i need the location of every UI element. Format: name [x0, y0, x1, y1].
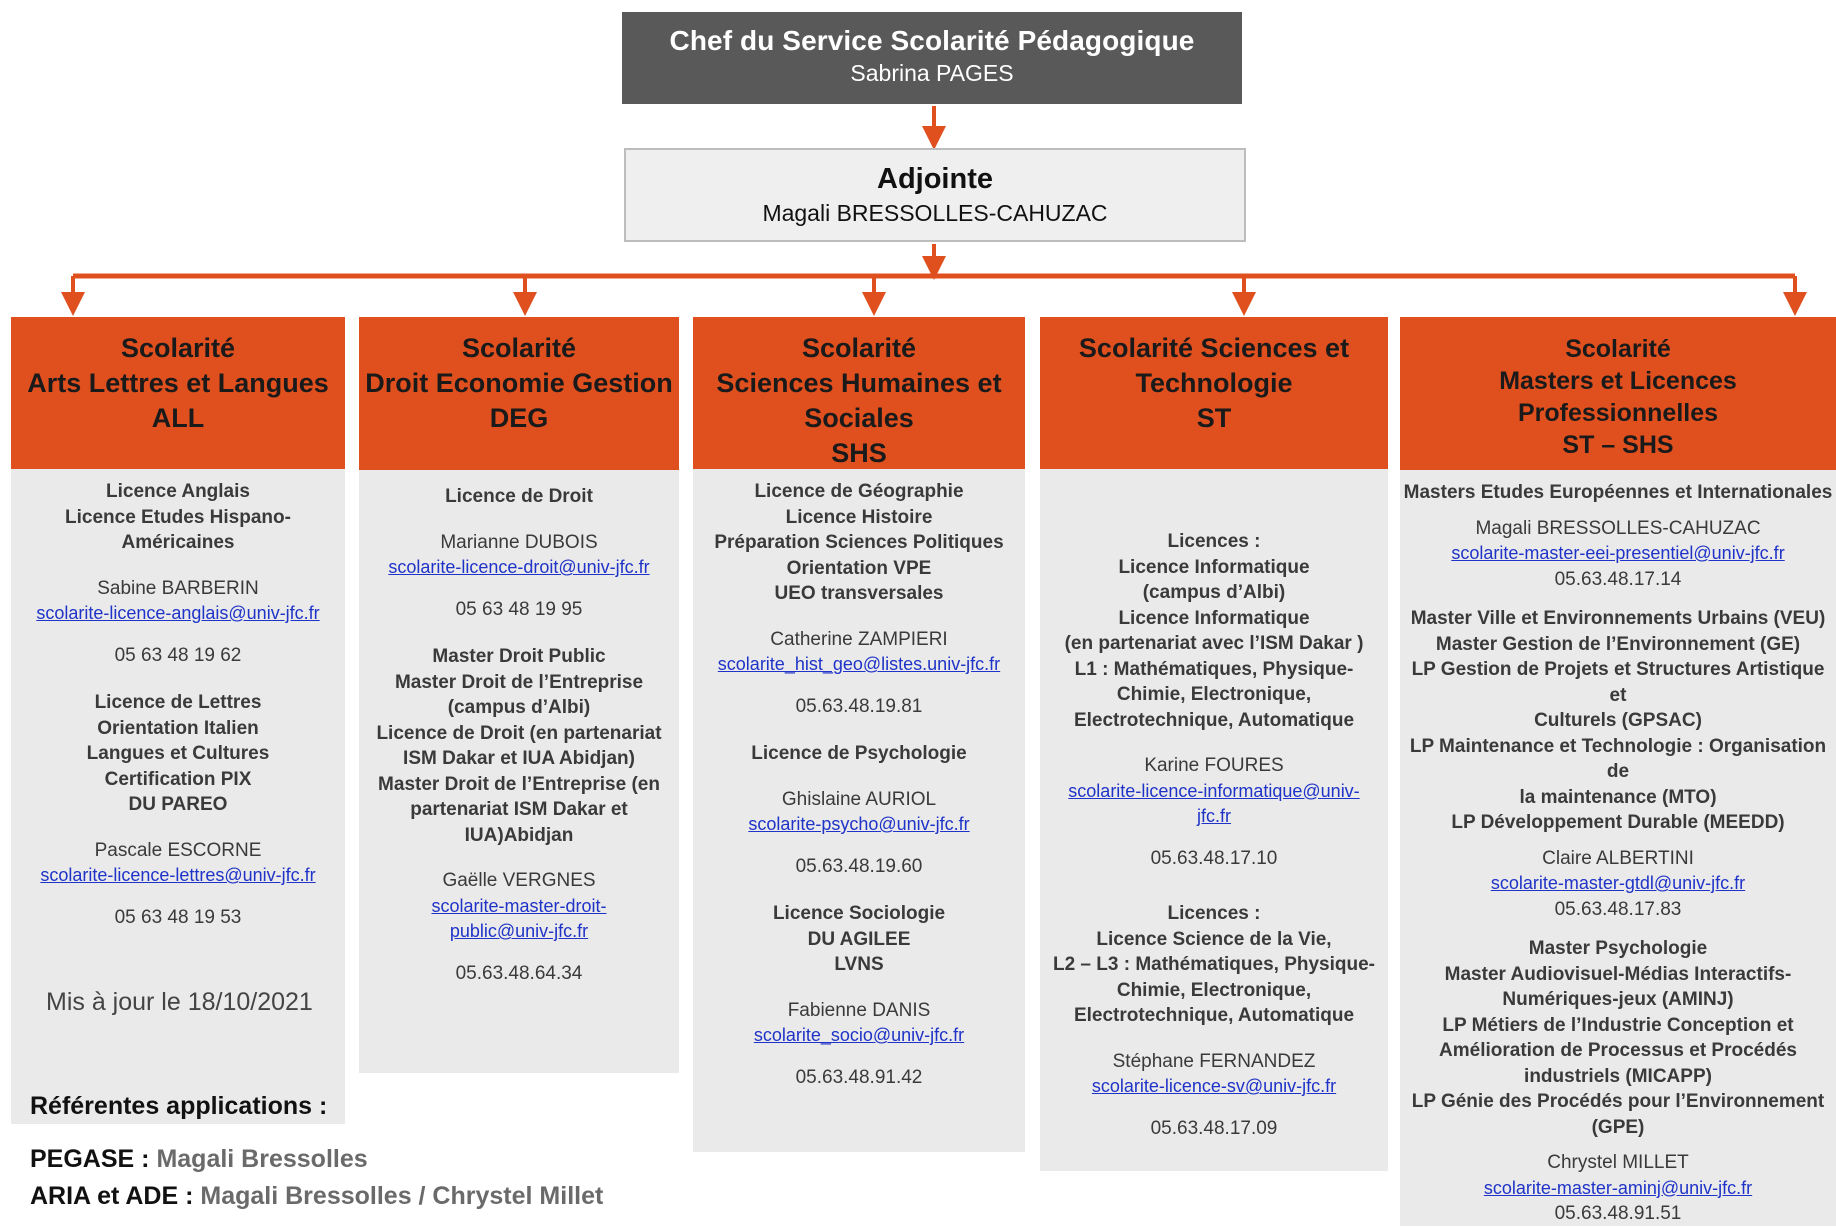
program-name: Licence Science de la Vie, — [1096, 928, 1332, 950]
contact-name: Sabine BARBERIN — [97, 577, 259, 599]
program-name: Licence de Droit — [445, 486, 593, 507]
column-title-line: Droit Economie Gestion — [365, 368, 673, 398]
program-block — [17, 690, 339, 930]
contact-email-link[interactable]: scolarite-licence-droit@univ-jfc.fr — [388, 557, 650, 577]
program-name: Licence Informatique — [1118, 607, 1310, 629]
program-name: Orientation VPE — [786, 557, 932, 579]
contact-email-link[interactable]: scolarite_hist_geo@listes.univ-jfc.fr — [717, 654, 1001, 674]
contact-phone: 05.63.48.17.83 — [1554, 898, 1682, 920]
program-name: (en partenariat avec l’ISM Dakar ) — [1064, 633, 1364, 654]
program-name: Master Gestion de l’Environnement (GE) — [1435, 633, 1801, 655]
contact-email-link[interactable]: scolarite-licence-sv@univ-jfc.fr — [1091, 1076, 1337, 1096]
column-title-line: Scolarité — [461, 333, 577, 363]
contact-email-link[interactable]: scolarite-licence-informatique@univ- — [1068, 780, 1360, 801]
contact-email-link[interactable]: scolarite-master-eei-presentiel@univ-jfc.fr — [1451, 543, 1785, 563]
program-name: LP Développement Durable (MEEDD) — [1451, 812, 1785, 833]
contact-phone: 05.63.48.17.09 — [1150, 1117, 1278, 1139]
program-name: Langues et Cultures — [86, 743, 270, 764]
column-title-line: SHS — [831, 438, 887, 468]
program-name: Licence Anglais — [106, 481, 250, 502]
program-name: Chimie, Electronique, — [1116, 979, 1312, 1001]
contact-email-link[interactable]: scolarite-licence-lettres@univ-jfc.fr — [40, 865, 316, 885]
column-title-line: Masters et Licences Professionnelles — [1499, 367, 1737, 427]
referents-title: Référentes applications : — [30, 1092, 328, 1120]
column-body — [1040, 469, 1388, 1171]
contact-phone: 05.63.48.91.51 — [1554, 1203, 1682, 1224]
program-name: Master Psychologie — [1528, 938, 1708, 959]
program-name: Licence de Droit (en partenariat — [376, 722, 662, 744]
contact-email-link[interactable]: scolarite-psycho@univ-jfc.fr — [748, 814, 970, 834]
program-name: Chimie, Electronique, — [1116, 684, 1312, 705]
program-name: partenariat ISM Dakar et — [410, 799, 628, 820]
program-name: (campus d’Albi) — [447, 697, 591, 718]
program-name: industriels (MICAPP) — [1524, 1065, 1712, 1087]
column-title-line: Arts Lettres et Langues — [27, 368, 329, 398]
program-name: IUA)Abidjan — [464, 824, 574, 846]
program-block — [1046, 901, 1382, 1141]
contact-phone: 05.63.48.19.60 — [795, 855, 923, 877]
contact-name: Pascale ESCORNE — [94, 839, 262, 861]
program-name: Masters Etudes Européennes et Internationales — [1403, 482, 1833, 503]
contact-phone: 05 63 48 19 62 — [114, 644, 242, 666]
program-name: Licence Informatique — [1118, 556, 1310, 578]
program-name: Américaines — [121, 532, 235, 553]
contact-name: Gaëlle VERGNES — [442, 870, 596, 891]
program-name: UEO transversales — [774, 583, 944, 604]
column-title-line: Scolarité — [801, 333, 917, 363]
program-name: Culturels (GPSAC) — [1534, 710, 1702, 731]
program-block — [365, 644, 673, 986]
program-name: Master Droit Public — [432, 646, 606, 667]
program-name: la maintenance (MTO) — [1519, 786, 1717, 808]
column-body — [11, 469, 345, 1124]
program-name: Préparation Sciences Politiques — [714, 532, 1004, 553]
contact-phone: 05.63.48.19.81 — [795, 695, 923, 717]
program-name: Licence Etudes Hispano- — [65, 506, 291, 528]
program-name: Licence de Géographie — [754, 481, 964, 502]
column-shs — [693, 317, 1025, 1152]
column-title-line: Sciences Humaines et — [716, 368, 1002, 398]
column-body — [359, 470, 679, 1073]
program-name: LP Maintenance et Technologie : Organisation de — [1409, 735, 1827, 782]
column-title-line: ST – SHS — [1562, 431, 1674, 459]
program-name: Electrotechnique, Automatique — [1073, 1005, 1355, 1026]
contact-phone: 05.63.48.17.14 — [1554, 568, 1682, 590]
program-block — [699, 479, 1019, 719]
program-name: (campus d’Albi) — [1142, 582, 1286, 603]
referent-who: Magali Bressolles — [156, 1145, 368, 1173]
program-name: Licence de Psychologie — [751, 743, 967, 764]
program-block — [699, 741, 1019, 879]
program-name: Master Ville et Environnements Urbains (VEU) — [1410, 608, 1826, 629]
contact-name: Fabienne DANIS — [787, 999, 931, 1021]
program-block — [1046, 529, 1382, 871]
program-name: LVNS — [834, 954, 884, 975]
program-name: (GPE) — [1591, 1116, 1645, 1138]
contact-email-link[interactable]: scolarite-master-droit- — [431, 895, 607, 916]
program-name: L1 : Mathématiques, Physique- — [1074, 658, 1354, 680]
contact-name: Claire ALBERTINI — [1542, 847, 1694, 869]
program-name: Electrotechnique, Automatique — [1073, 709, 1355, 731]
contact-name: Karine FOURES — [1144, 755, 1284, 776]
referent-app: ARIA et ADE : — [30, 1182, 194, 1210]
column-header — [359, 317, 679, 470]
program-name: Orientation Italien — [97, 717, 259, 739]
program-name: DU PAREO — [128, 794, 228, 815]
program-name: Licences : — [1167, 531, 1261, 552]
program-name: Master Audiovisuel-Médias Interactifs- — [1444, 963, 1792, 985]
adjointe-title: Adjointe — [877, 163, 993, 195]
program-block — [1402, 936, 1834, 1227]
contact-email-link[interactable]: public@univ-jfc.fr — [449, 921, 589, 941]
column-title-line: ALL — [151, 403, 205, 433]
column-title-line: Scolarité Sciences et — [1078, 333, 1350, 363]
program-name: LP Génie des Procédés pour l’Environnement — [1411, 1091, 1825, 1112]
column-title-line: Technologie — [1135, 368, 1293, 398]
column-header — [1040, 317, 1388, 469]
adjointe-name: Magali BRESSOLLES-CAHUZAC — [762, 200, 1108, 226]
column-deg — [359, 317, 679, 1073]
column-title-line: Scolarité — [120, 333, 236, 363]
column-header — [11, 317, 345, 469]
column-header — [1400, 317, 1836, 470]
contact-email-link[interactable]: jfc.fr — [1197, 806, 1231, 826]
referent-aria-ade — [30, 1182, 603, 1211]
column-body — [1400, 470, 1836, 1226]
program-block — [1402, 606, 1834, 922]
contact-phone: 05 63 48 19 95 — [455, 598, 583, 620]
column-title-line: ST — [1196, 403, 1232, 433]
column-title-line: Scolarité — [1565, 335, 1671, 363]
contact-email-link[interactable]: scolarite-master-aminj@univ-jfc.fr — [1483, 1177, 1753, 1198]
program-name: Licence Histoire — [785, 506, 933, 528]
contact-phone: 05.63.48.91.42 — [795, 1066, 923, 1088]
column-title-line: Sociales — [804, 403, 914, 433]
program-name: DU AGILEE — [807, 928, 911, 950]
program-name: ISM Dakar et IUA Abidjan) — [403, 748, 635, 769]
referent-pegase — [30, 1145, 368, 1174]
contact-name: Catherine ZAMPIERI — [770, 628, 948, 650]
program-block — [365, 484, 673, 622]
contact-email-link[interactable]: scolarite-licence-anglais@univ-jfc.fr — [36, 603, 320, 623]
program-name: Licences : — [1167, 903, 1261, 924]
column-st — [1040, 317, 1388, 1171]
column-body — [693, 469, 1025, 1152]
program-block — [699, 901, 1019, 1090]
contact-email-link[interactable]: scolarite-master-gtdl@univ-jfc.fr — [1490, 873, 1746, 893]
program-name: LP Gestion de Projets et Structures Artistique et — [1411, 659, 1825, 706]
program-block — [1402, 480, 1834, 592]
program-name: LP Métiers de l’Industrie Conception et — [1442, 1014, 1794, 1036]
contact-phone: 05 63 48 19 53 — [114, 906, 242, 928]
contact-name: Chrystel MILLET — [1547, 1152, 1689, 1173]
contact-name: Magali BRESSOLLES-CAHUZAC — [1475, 517, 1761, 539]
column-header — [693, 317, 1025, 469]
referent-who: Magali Bressolles / Chrystel Millet — [200, 1182, 604, 1210]
column-masters — [1400, 317, 1836, 1226]
program-name: Licence Sociologie — [772, 903, 946, 924]
program-block — [17, 479, 339, 668]
column-title-line: DEG — [489, 403, 549, 433]
program-name: Master Droit de l’Entreprise (en — [378, 773, 660, 795]
program-name: L2 – L3 : Mathématiques, Physique- — [1052, 954, 1376, 975]
program-name: Certification PIX — [104, 768, 252, 790]
adjointe-box — [624, 148, 1246, 242]
program-name: Amélioration de Processus et Procédés — [1439, 1040, 1797, 1061]
chef-service-box — [622, 12, 1242, 104]
program-name: Master Droit de l’Entreprise — [394, 671, 644, 693]
contact-name: Ghislaine AURIOL — [781, 788, 937, 810]
chef-name: Sabrina PAGES — [850, 60, 1014, 86]
contact-name: Stéphane FERNANDEZ — [1112, 1050, 1316, 1072]
referent-app: PEGASE : — [30, 1145, 150, 1173]
contact-name: Marianne DUBOIS — [440, 531, 598, 553]
contact-email-link[interactable]: scolarite_socio@univ-jfc.fr — [753, 1025, 965, 1045]
contact-phone: 05.63.48.64.34 — [455, 962, 583, 984]
program-name: Licence de Lettres — [94, 692, 262, 713]
update-date: Mis à jour le 18/10/2021 — [46, 988, 313, 1016]
contact-phone: 05.63.48.17.10 — [1150, 847, 1278, 869]
program-name: Numériques-jeux (AMINJ) — [1502, 989, 1734, 1010]
chef-title: Chef du Service Scolarité Pédagogique — [669, 25, 1195, 56]
